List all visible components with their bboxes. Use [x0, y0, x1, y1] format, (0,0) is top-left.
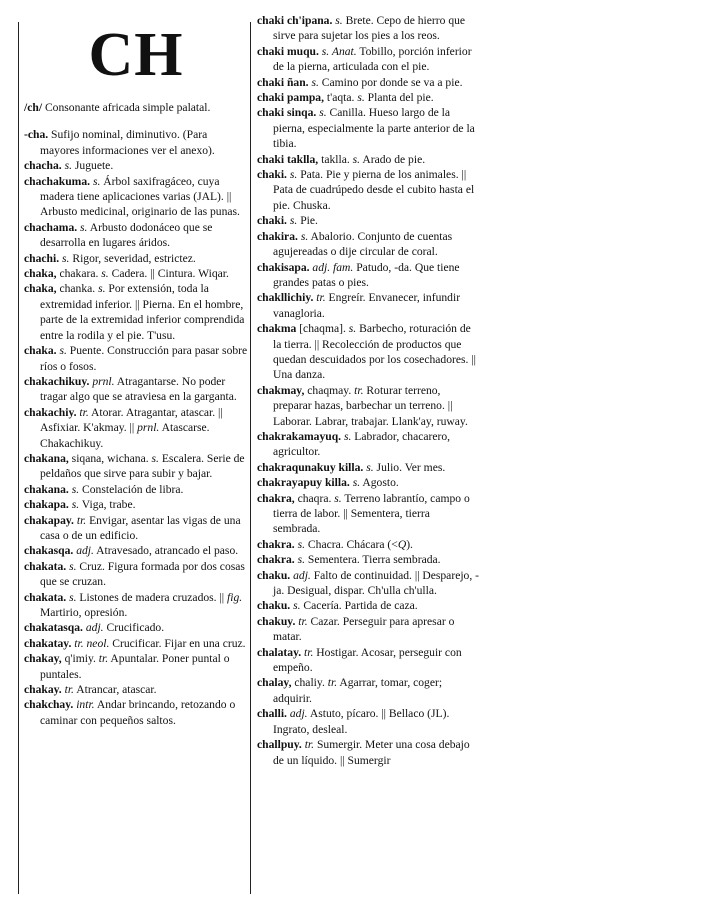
entry-text: Planta del pie. — [364, 91, 434, 105]
entry-headword: chaku. — [257, 599, 291, 613]
entry-headword: chaka, — [24, 267, 57, 281]
entry-headword: -cha. — [24, 128, 49, 142]
entry-grammar-tag: adj. — [293, 568, 311, 582]
entry-text: Andar brincando, retozando o caminar con pequeños saltos. — [40, 698, 236, 727]
entry-headword: challpuy. — [257, 738, 302, 752]
entry-text: Arbusto dodonáceo que se desarrolla en lugares áridos. — [40, 220, 213, 250]
entry-headword: chaki taklla, — [257, 152, 319, 166]
dictionary-entry — [257, 614, 479, 645]
dictionary-entry — [257, 429, 479, 460]
dictionary-entry — [24, 374, 248, 405]
entry-text: Chacra. Chácara (< — [305, 537, 398, 551]
entry-headword: chakay, — [24, 652, 62, 666]
entry-text: Atragantarse. No poder tragar algo que se atraviesa en la garganta. — [40, 374, 237, 404]
entry-text: Sufijo nominal, diminutivo. (Para mayores informaciones ver el anexo). — [40, 128, 215, 157]
entry-grammar-tag: adj. fam. — [312, 260, 354, 274]
dictionary-entry — [24, 174, 248, 220]
entry-text: Atrancar, atascar. — [73, 683, 157, 697]
entry-headword: chakatay. — [24, 636, 72, 650]
dictionary-entry — [257, 90, 479, 105]
entry-headword: chaku. — [257, 568, 291, 582]
dictionary-entry — [24, 559, 248, 590]
dictionary-entry — [24, 100, 248, 115]
entry-grammar-tag: s. — [62, 251, 70, 265]
right-entries — [257, 13, 479, 768]
entry-headword: chakrakamayuq. — [257, 429, 342, 443]
entry-headword: chakllichiy. — [257, 291, 314, 305]
entry-grammar-tag: tr. — [64, 683, 74, 697]
entry-grammar-tag: prnl. — [92, 374, 115, 388]
entry-headword: chaki pampa, — [257, 91, 325, 105]
entry-headword: chakana, — [24, 451, 69, 465]
entry-text: Terreno labrantío, campo o tierra de labor. || Sementera, tierra sembrada. — [273, 491, 470, 536]
dictionary-entry — [257, 44, 479, 75]
entry-grammar-tag: s. — [289, 214, 298, 228]
entry-text: Sementera. Tierra sembrada. — [305, 553, 441, 567]
entry-text: chaliy. — [291, 676, 328, 690]
entry-headword: chakra. — [257, 553, 295, 567]
entry-grammar-tag: prnl. — [137, 421, 160, 435]
entry-text: Camino por donde se va a pie. — [318, 75, 463, 89]
entry-text: Por extensión, toda la extremidad inferior. || Pierna. En el hombre, parte de la extremidad inferior comprendida entre la rodila y el pie. T'usu. — [40, 282, 245, 342]
entry-text: Patudo, -da. Que tiene grandes patas o pies. — [273, 260, 460, 289]
entry-text: Engreír. Envanecer, infundir vanagloria. — [273, 291, 461, 320]
dictionary-entry — [257, 383, 479, 429]
entry-text: Cazar. Perseguir para apresar o matar. — [273, 614, 455, 644]
entry-grammar-tag: s. — [297, 537, 306, 551]
dictionary-entry — [257, 13, 479, 44]
entry-grammar-tag: Q — [397, 537, 407, 551]
entry-text: Astuto, pícaro. || Bellaco (JL). Ingrato, desleal. — [273, 707, 450, 736]
entry-grammar-tag: tr. — [298, 614, 308, 628]
entry-grammar-tag: s. — [69, 559, 77, 573]
dictionary-entry — [257, 321, 479, 383]
entry-text: Martirio, opresión. — [40, 606, 128, 619]
left-column — [24, 18, 248, 728]
entry-text: chakara. — [56, 267, 102, 281]
entry-text: Árbol saxifragáceo, cuya madera tiene aplicaciones varias (JAL). || Arbusto medicinal, originario de las punas. — [40, 174, 240, 219]
entry-text: chaqra. — [294, 491, 335, 505]
entry-headword: chakana. — [24, 482, 69, 496]
entry-text: Constelación de libra. — [79, 482, 184, 496]
entry-grammar-tag: s. — [357, 91, 365, 105]
entry-grammar-tag: s. — [69, 590, 77, 604]
entry-text: Cacería. Partida de caza. — [300, 599, 418, 613]
entry-grammar-tag: s. — [151, 451, 159, 465]
entry-grammar-tag: s. — [92, 174, 101, 188]
entry-headword: chakata. — [24, 559, 67, 573]
entry-text: chaqmay. — [304, 383, 355, 397]
entry-headword: chaki ñan. — [257, 75, 309, 89]
dictionary-entry — [24, 590, 248, 621]
entry-grammar-tag: adj. — [76, 544, 94, 558]
entry-grammar-tag: s. — [71, 482, 80, 496]
entry-headword: chaki ch'ipana. — [257, 14, 333, 27]
entry-headword: chaki. — [257, 168, 287, 182]
entry-text: Pie. — [297, 214, 318, 228]
entry-grammar-tag: s. — [352, 152, 361, 166]
dictionary-entry — [24, 482, 248, 497]
dictionary-entry — [24, 251, 248, 266]
dictionary-entry — [257, 568, 479, 599]
entry-headword: chalay, — [257, 676, 292, 690]
dictionary-entry — [257, 598, 479, 613]
entry-text: Listones de madera cruzados. || — [76, 590, 228, 604]
entry-grammar-tag: tr. — [79, 405, 89, 419]
entry-text: ). — [406, 537, 413, 551]
entry-headword: chakraqunakuy killa. — [257, 460, 364, 474]
dictionary-entry — [24, 127, 248, 158]
dictionary-entry — [24, 405, 248, 451]
entry-headword: chacha. — [24, 159, 62, 173]
entry-text: Atravesado, atrancado el paso. — [93, 544, 239, 558]
entry-text: Barbecho, roturación de la tierra. || Recolección de productos que quedan descuidados por los cosechadores. || Una danza. — [273, 322, 476, 382]
dictionary-entry — [257, 675, 479, 706]
entry-text: Escalera. Serie de peldaños que sirve para subir y bajar. — [40, 451, 245, 481]
entry-grammar-tag: tr. — [98, 652, 109, 666]
dictionary-entry — [24, 697, 248, 728]
entry-grammar-tag: s. — [311, 75, 319, 89]
entry-text: Crucificar. Fijar en una cruz. — [109, 636, 246, 650]
dictionary-entry — [24, 682, 248, 697]
entry-headword: chakra, — [257, 491, 295, 505]
dictionary-entry — [24, 543, 248, 558]
entry-headword: chakay. — [24, 683, 62, 697]
entry-headword: chakata. — [24, 590, 67, 604]
dictionary-entry — [257, 552, 479, 567]
dictionary-entry — [257, 460, 479, 475]
entry-text: Juguete. — [72, 159, 114, 173]
entry-text: chanka. — [56, 282, 99, 296]
dictionary-entry — [24, 266, 248, 281]
entry-grammar-tag: s. — [71, 498, 80, 512]
entry-text: Viga, trabe. — [79, 498, 136, 512]
dictionary-entry — [24, 220, 248, 251]
entry-text: Cadera. || Cintura. Wiqar. — [108, 267, 229, 281]
entry-text: Tobillo, porción inferior de la pierna, articulada con el pie. — [273, 44, 472, 74]
entry-grammar-tag: s. — [334, 491, 342, 505]
dictionary-entry — [24, 636, 248, 651]
dictionary-entry — [257, 229, 479, 260]
entry-text: Roturar terreno, preparar hazas, barbechar un terreno. || Laborar. Labrar, trabajar. Llank'ay, ruway. — [273, 383, 468, 428]
entry-headword: chakuy. — [257, 614, 296, 628]
entry-grammar-tag: tr. neol. — [74, 636, 110, 650]
entry-headword: chalatay. — [257, 645, 302, 659]
entry-text: Agosto. — [360, 476, 399, 490]
entry-grammar-tag: s. — [335, 14, 343, 27]
entry-headword: chakatasqa. — [24, 621, 83, 635]
left-entries — [24, 100, 248, 728]
entry-headword: chaki muqu. — [257, 44, 319, 58]
dictionary-entry — [257, 213, 479, 228]
entry-text: Consonante africada simple palatal. — [42, 101, 211, 114]
dictionary-entry — [24, 158, 248, 173]
dictionary-entry — [257, 75, 479, 90]
entry-grammar-tag: s. Anat. — [321, 44, 357, 58]
column-rule-left — [18, 22, 19, 894]
entry-grammar-tag: intr. — [76, 698, 95, 712]
entry-grammar-tag: s. — [293, 599, 301, 613]
entry-grammar-tag: s. — [64, 159, 73, 173]
entry-text: Falto de continuidad. || Desparejo, -ja. Desigual, dispar. Ch'ulla ch'ulla. — [273, 568, 480, 598]
entry-grammar-tag: s. — [366, 460, 374, 474]
dictionary-entry — [257, 475, 479, 490]
dictionary-entry — [257, 105, 479, 151]
entry-text: Canilla. Hueso largo de la pierna, especialmente la parte anterior de la tibia. — [273, 106, 475, 151]
dictionary-entry — [257, 260, 479, 291]
entry-headword: chaka. — [24, 344, 57, 358]
entry-headword: chakapay. — [24, 513, 74, 527]
entry-text: Arado de pie. — [360, 152, 426, 166]
entry-grammar-tag: adj. — [289, 707, 308, 721]
dictionary-entry — [257, 290, 479, 321]
entry-text: taklla. — [318, 152, 353, 166]
entry-text: Abalorio. Conjunto de cuentas agujereadas o dije circular de coral. — [273, 229, 453, 259]
entry-headword: chaki sinqa. — [257, 106, 317, 120]
entry-headword: chachakuma. — [24, 174, 91, 188]
entry-grammar-tag: fig. — [227, 590, 243, 604]
entry-grammar-tag: tr. — [327, 676, 338, 690]
dictionary-entry — [257, 737, 479, 768]
entry-grammar-tag: s. — [343, 429, 352, 443]
section-heading: CH — [88, 21, 184, 89]
entry-grammar-tag: s. — [300, 229, 309, 243]
entry-grammar-tag: tr. — [354, 383, 364, 397]
entry-headword: chakchay. — [24, 698, 74, 712]
entry-text: Sumergir. Meter una cosa debajo de un líquido. || Sumergir — [273, 738, 470, 767]
entry-grammar-tag: tr. — [304, 645, 314, 659]
entry-text: Brete. Cepo de hierro que sirve para sujetar los pies a los reos. — [273, 14, 466, 43]
entry-text: siqana, wichana. — [68, 451, 152, 465]
entry-headword: chakachiy. — [24, 405, 77, 419]
entry-grammar-tag: tr. — [304, 738, 315, 752]
dictionary-entry — [257, 706, 479, 737]
entry-headword: chakrayapuy killa. — [257, 476, 350, 490]
entry-grammar-tag: tr. — [76, 513, 87, 527]
entry-headword: chakira. — [257, 229, 298, 243]
entry-text: t'aqta. — [324, 91, 358, 105]
entry-text: Envigar, asentar las vigas de una casa o de un edificio. — [40, 513, 241, 542]
column-rule-middle — [250, 22, 251, 894]
entry-grammar-tag: adj. — [85, 621, 104, 635]
entry-headword: chaki. — [257, 214, 287, 228]
entry-grammar-tag: tr. — [316, 291, 326, 305]
entry-text: Labrador, chacarero, agricultor. — [273, 429, 451, 459]
entry-headword: chachama. — [24, 220, 78, 234]
entry-grammar-tag: s. — [101, 267, 109, 281]
entry-grammar-tag: s. — [319, 106, 327, 120]
dictionary-entry — [257, 491, 479, 537]
entry-headword: chakmay, — [257, 383, 305, 397]
entry-grammar-tag: s. — [59, 344, 67, 358]
dictionary-entry — [257, 152, 479, 167]
dictionary-entry — [257, 537, 479, 552]
entry-text: Rigor, severidad, estrictez. — [69, 251, 196, 265]
entry-text: Agarrar, tomar, coger; adquirir. — [273, 676, 443, 705]
entry-text: Atascarse. Chakachikuy. — [40, 421, 210, 450]
dictionary-entry — [24, 620, 248, 635]
entry-grammar-tag: s. — [98, 282, 106, 296]
right-column — [257, 13, 479, 768]
dictionary-entry — [24, 513, 248, 544]
entry-headword: chakisapa. — [257, 260, 310, 274]
entry-headword: chakachikuy. — [24, 374, 90, 388]
entry-grammar-tag: s. — [289, 168, 298, 182]
entry-grammar-tag: s. — [352, 476, 361, 490]
entry-text: Crucificado. — [103, 621, 165, 635]
dictionary-entry — [257, 645, 479, 676]
dictionary-entry — [24, 281, 248, 343]
entry-text: Atorar. Atragantar, atascar. || Asfixiar. K'akmay. || — [40, 405, 223, 435]
entry-text: Julio. Ver mes. — [373, 460, 446, 474]
entry-text: Cruz. Figura formada por dos cosas que se cruzan. — [40, 559, 245, 589]
entry-headword: chakma — [257, 322, 297, 336]
entry-text: [chaqma]. — [296, 322, 349, 336]
entry-text: q'imiy. — [61, 652, 99, 666]
entry-text: Hostigar. Acosar, perseguir con empeño. — [273, 645, 462, 675]
dictionary-entry — [257, 167, 479, 213]
entry-grammar-tag: s. — [80, 220, 88, 234]
dictionary-entry — [24, 497, 248, 512]
entry-text: Pata. Pie y pierna de los animales. || Pata de cuadrúpedo desde el cubito hasta el pie. Chuska. — [273, 168, 475, 212]
entry-headword: chachi. — [24, 251, 60, 265]
entry-headword: chakra. — [257, 537, 295, 551]
entry-headword: chakapa. — [24, 498, 69, 512]
dictionary-entry — [24, 451, 248, 482]
dictionary-entry — [24, 343, 248, 374]
entry-headword: challi. — [257, 707, 287, 721]
entry-grammar-tag: s. — [348, 322, 357, 336]
entry-headword: /ch/ — [24, 101, 43, 114]
entry-headword: chaka, — [24, 282, 57, 296]
dictionary-entry — [24, 651, 248, 682]
entry-grammar-tag: s. — [297, 553, 306, 567]
entry-text: Puente. Construcción para pasar sobre ríos o fosos. — [40, 344, 248, 373]
entry-text: Apuntalar. Poner puntal o puntales. — [40, 652, 230, 681]
entry-headword: chakasqa. — [24, 544, 74, 558]
